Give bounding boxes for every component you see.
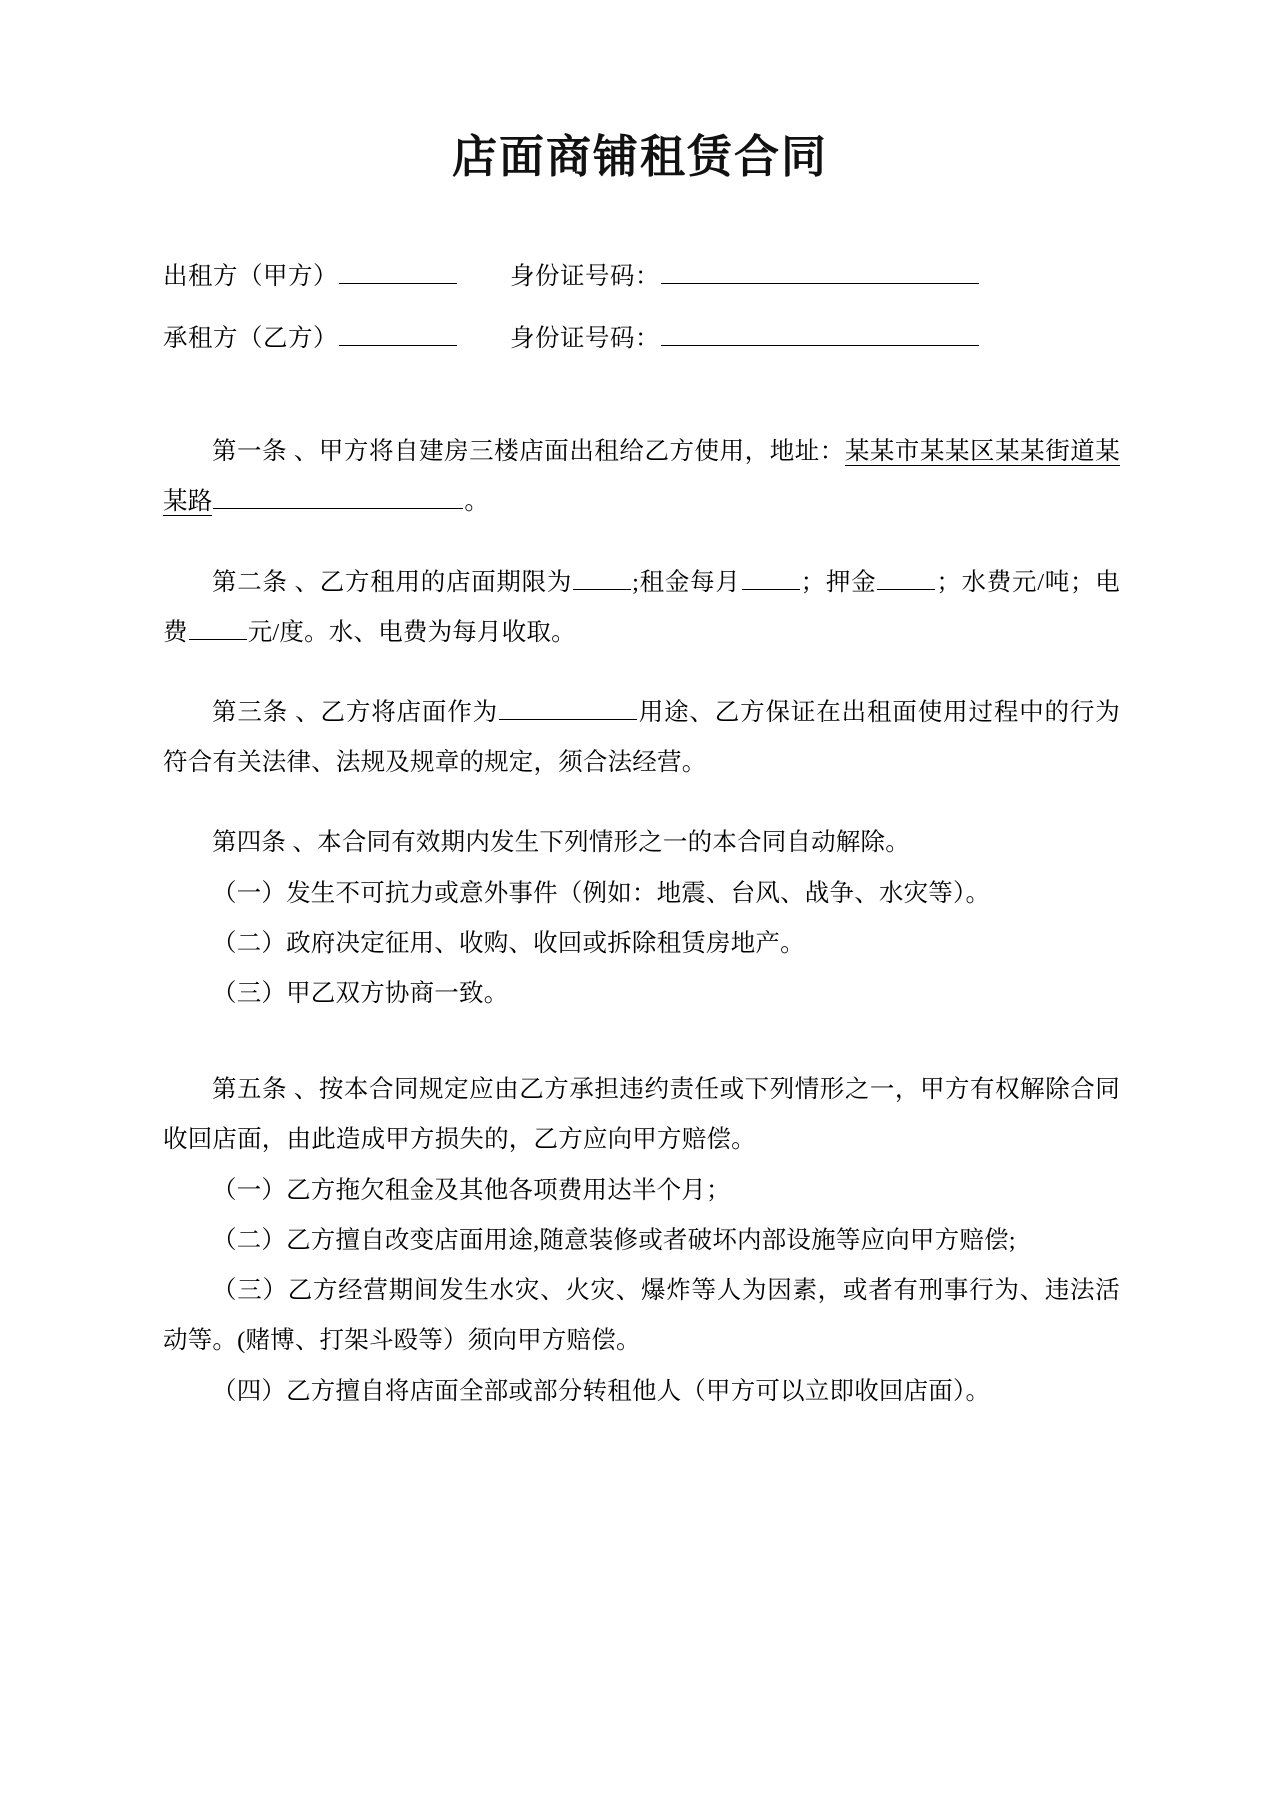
clause-2-part4: ；水费 xyxy=(936,568,1013,596)
clause-5-item-1: （一）乙方拖欠租金及其他各项费用达半个月； xyxy=(212,1176,731,1204)
party-row-lessor xyxy=(163,258,1120,294)
clause-3-part2: 用途、乙方保证在出租面使用过程中的行为符合有关法律、法规及规章的规定，须合法经营。 xyxy=(163,698,1120,777)
clause-2 xyxy=(163,558,1120,658)
clause-2-part5: 元/吨；电费 xyxy=(163,568,1120,646)
spacer xyxy=(163,528,1120,558)
clause-5-item-3: （三）乙方经营期间发生水灾、火灾、爆炸等人为因素，或者有刑事行为、违法活动等。(赌博、打架斗殴等）须向甲方赔偿。 xyxy=(163,1277,1120,1355)
spacer xyxy=(163,788,1120,818)
clause-1-address-text[interactable]: 某某市某某区某某街道某某路 xyxy=(163,438,1120,516)
spacer xyxy=(163,1019,1120,1065)
clause-2-part1: 第二条 、乙方租用的店面期限为 xyxy=(212,568,573,596)
lessee-id-label: 身份证号码： xyxy=(510,325,660,352)
clause-3-part1: 第三条 、乙方将店面作为 xyxy=(212,698,499,726)
lessor-id-label: 身份证号码： xyxy=(510,263,660,291)
spacer xyxy=(163,381,1120,427)
clause-5-item-2: （二）乙方擅自改变店面用途,随意装修或者破坏内部设施等应向甲方赔偿; xyxy=(212,1226,1016,1254)
clause-3 xyxy=(163,688,1120,788)
clause-3-use-blank[interactable] xyxy=(499,693,637,720)
clause-2-part6: 元/度。水、电费为每月收取。 xyxy=(247,618,576,646)
clause-1-address-blank[interactable] xyxy=(213,483,463,510)
lessor-name-label: 出租方（甲方） xyxy=(163,263,338,291)
lessee-id-blank[interactable] xyxy=(661,319,979,346)
document-body xyxy=(0,258,1280,1417)
clause-5-item-4: （四）乙方擅自将店面全部或部分转租他人（甲方可以立即收回店面）。 xyxy=(212,1377,991,1405)
lessee-name-label: 承租方（乙方） xyxy=(163,325,338,352)
lessor-id-blank[interactable] xyxy=(661,258,979,285)
lessor-name-blank[interactable] xyxy=(339,258,457,285)
clause-2-rent-blank[interactable] xyxy=(742,563,800,590)
clause-1-lead: 第一条 、甲方将自建房三楼店面出租给乙方使用，地址： xyxy=(212,438,845,466)
clause-2-term-blank[interactable] xyxy=(573,563,631,590)
party-row-lessee xyxy=(163,319,1120,355)
parties-block xyxy=(163,258,1120,356)
clause-2-part3: ；押金 xyxy=(800,568,877,596)
spacer xyxy=(163,658,1120,688)
clause-5-lead: 第五条 、按本合同规定应由乙方承担违约责任或下列情形之一，甲方有权解除合同收回店面，由此造成甲方损失的，乙方应向甲方赔偿。 xyxy=(163,1076,1120,1154)
clause-2-deposit-blank[interactable] xyxy=(877,563,935,590)
page-title: 店面商铺租赁合同 xyxy=(451,130,828,183)
lessee-name-blank[interactable] xyxy=(339,319,457,346)
clause-4-lead: 第四条 、本合同有效期内发生下列情形之一的本合同自动解除。 xyxy=(212,829,910,857)
clause-4-item-1: （一）发生不可抗力或意外事件（例如：地震、台风、战争、水灾等）。 xyxy=(212,879,991,907)
clause-1 xyxy=(163,427,1120,527)
clause-4-item-3: （三）甲乙双方协商一致。 xyxy=(212,980,509,1008)
clause-2-part2: ;租金每月 xyxy=(632,568,741,596)
clause-4-item-2: （二）政府决定征用、收购、收回或拆除租赁房地产。 xyxy=(212,929,805,957)
clause-1-tail: 。 xyxy=(464,488,490,516)
clause-2-power-blank[interactable] xyxy=(189,613,247,640)
